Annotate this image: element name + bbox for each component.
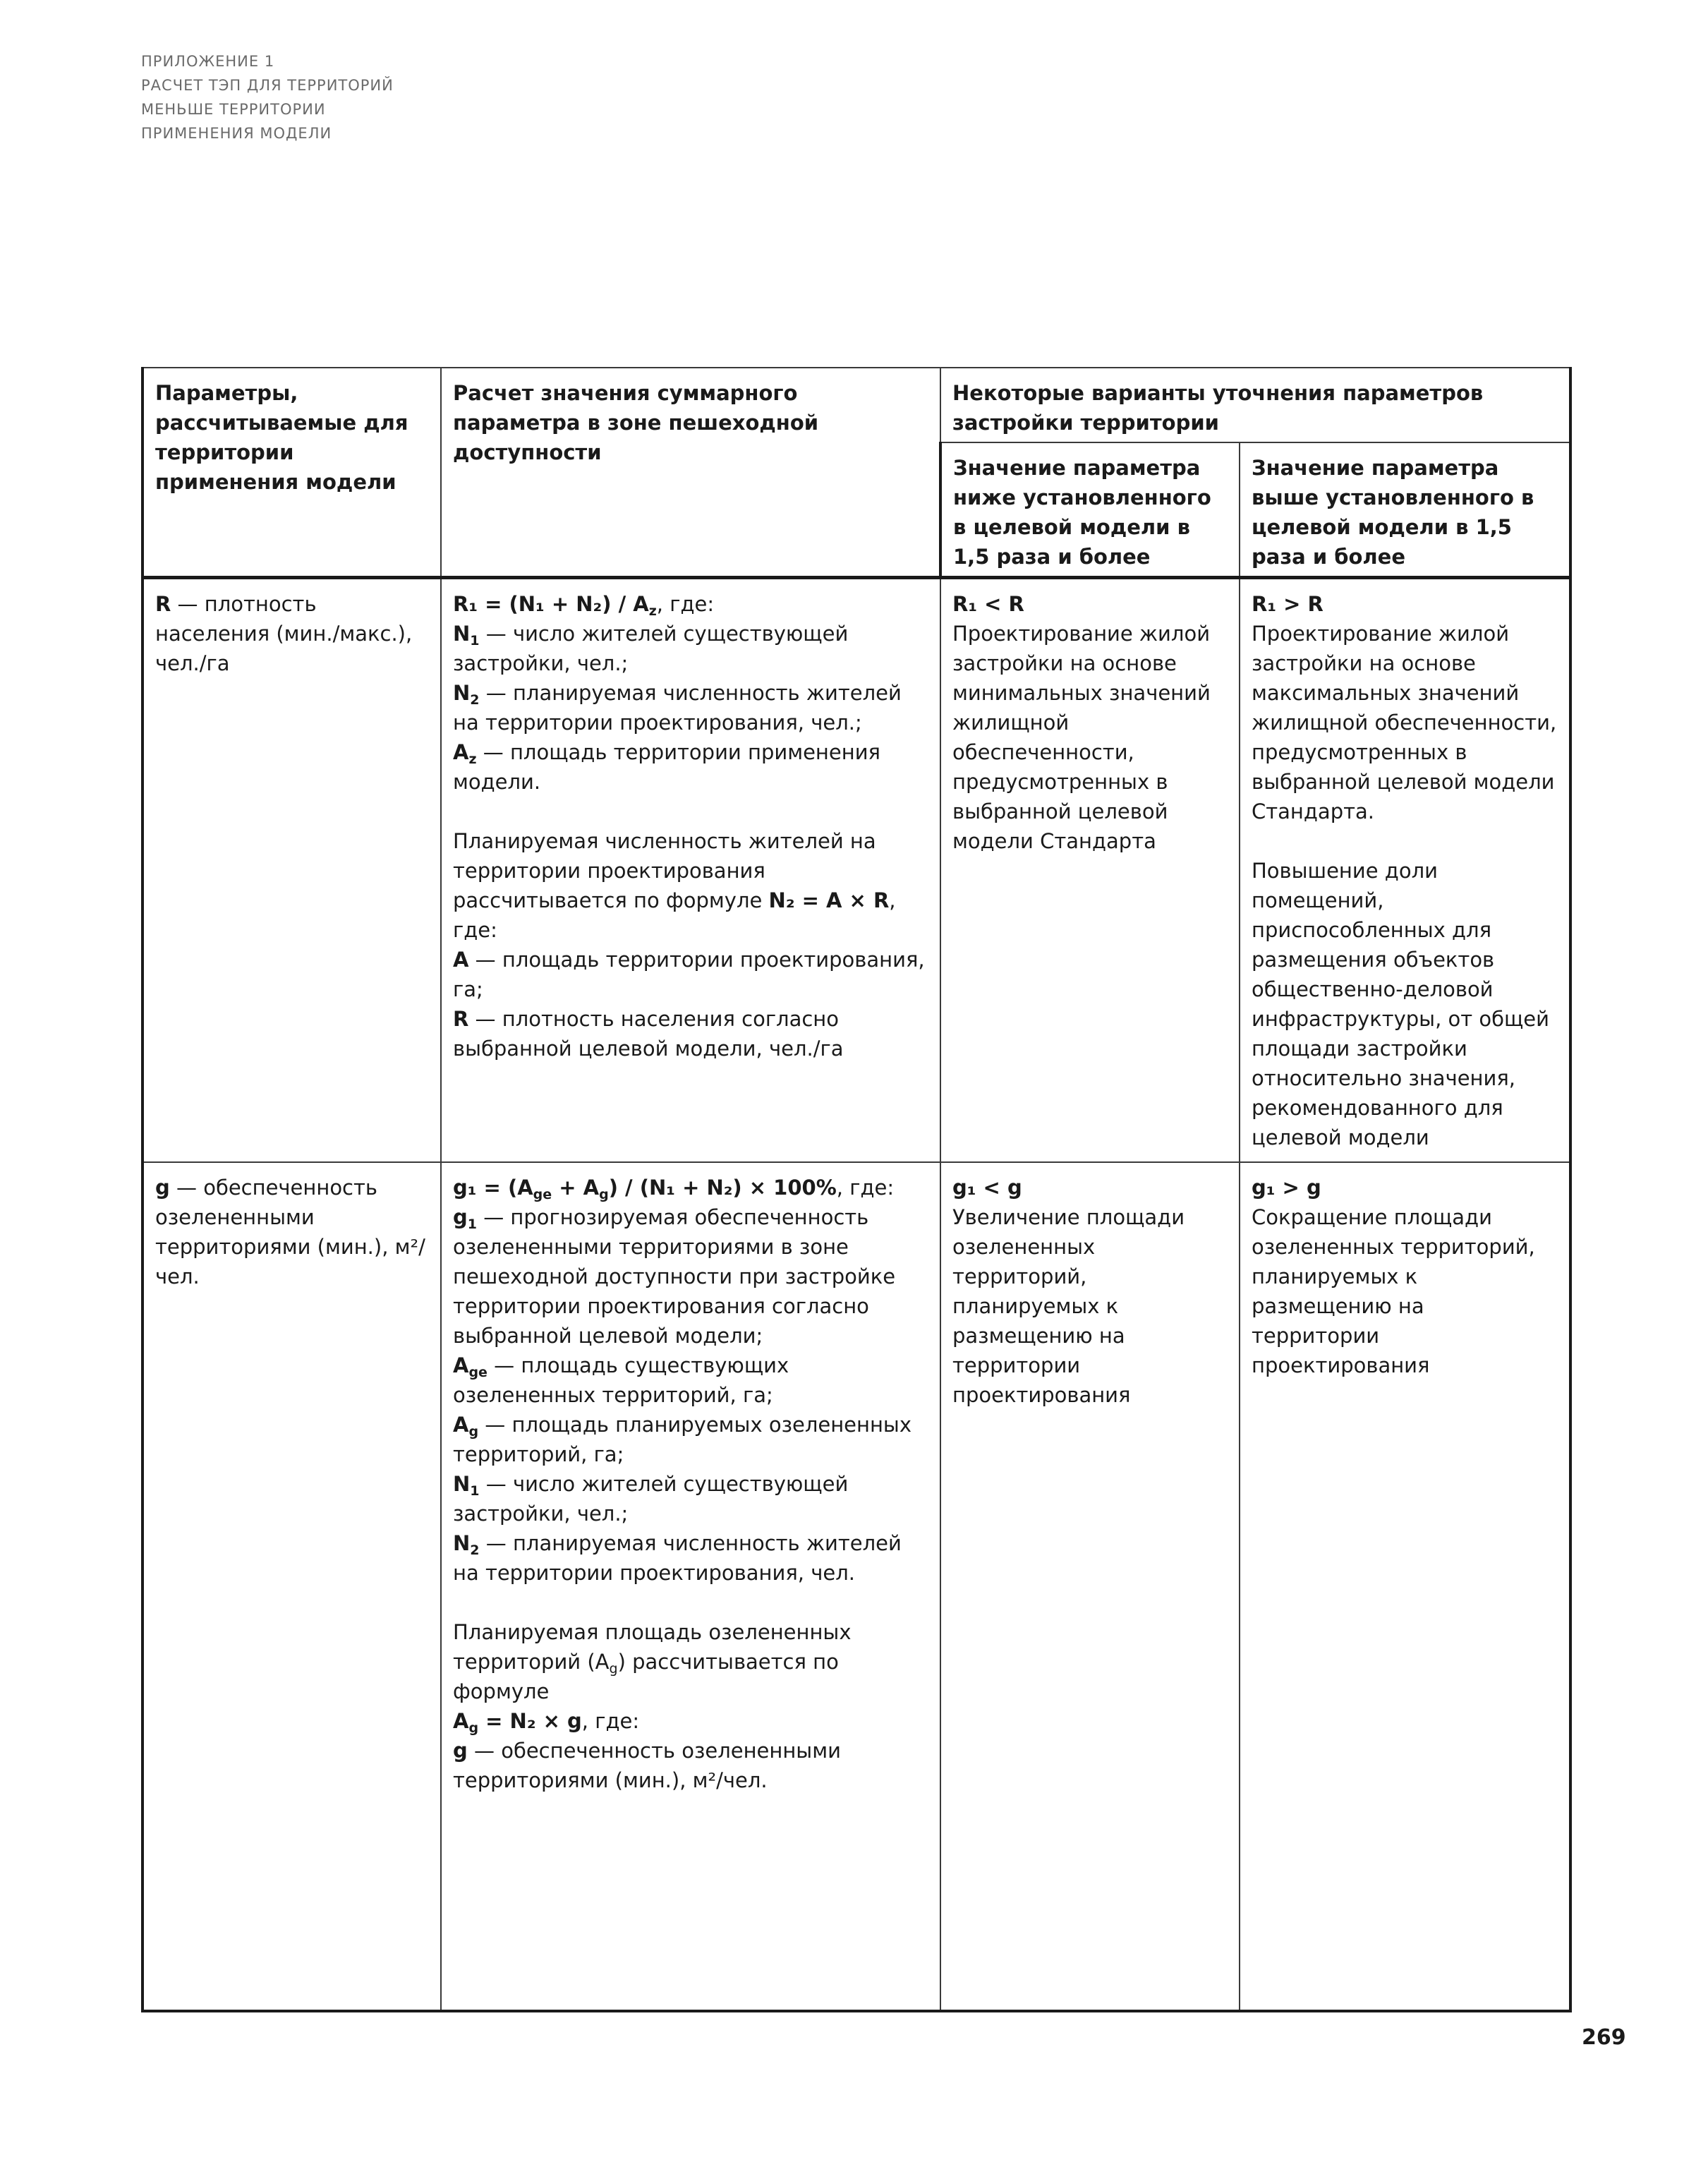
col-header-variants: Некоторые варианты уточнения параметров застройки территории (940, 368, 1570, 442)
def-sub: z (468, 751, 477, 767)
below-cell (940, 1162, 1240, 2011)
para-formula: = N₂ × g (478, 1709, 582, 1733)
table-row (143, 1162, 1570, 2011)
def-text: — площадь планируемых озелененных территорий, га; (453, 1413, 911, 1466)
formula: + A (552, 1176, 600, 1200)
calc-cell (441, 578, 940, 1163)
definition (453, 1736, 928, 1795)
running-head-line: ПРИЛОЖЕНИЕ 1 (141, 53, 275, 70)
col-header-calc: Расчет значения суммарного параметра в зоне пешеходной доступности (441, 368, 940, 578)
def-sub: 1 (467, 1217, 477, 1232)
def-symbol: A (453, 948, 469, 972)
para-formula-sub: g (468, 1720, 479, 1736)
param-text: — плотность населения (мин./макс.), чел./га (155, 592, 413, 675)
param-cell (143, 1162, 441, 2011)
page-number: 269 (1582, 2025, 1626, 2050)
def-text: — площадь существующих озелененных территорий, га; (453, 1353, 789, 1407)
recommendation: Повышение доли помещений, приспособленных для размещения объектов общественно-деловой инфраструктуры, от общей площади застройки относительно значения, рекомендованного для целевой модели (1252, 859, 1549, 1149)
def-symbol: N (453, 1531, 471, 1555)
recommendation: Увеличение площади озелененных территорий, планируемых к размещению на территории проектирования (952, 1205, 1185, 1407)
def-text: — прогнозируемая обеспеченность озелененными территориями в зоне пешеходной доступности при застройке территории проектирования согласно выбранной целевой модели; (453, 1205, 896, 1348)
param-symbol: g (155, 1176, 170, 1200)
formula-line (453, 1173, 928, 1202)
param-symbol: R (155, 592, 171, 616)
running-head-line: РАСЧЕТ ТЭП ДЛЯ ТЕРРИТОРИЙ (141, 77, 394, 94)
def-text: — планируемая численность жителей на территории проектирования, чел. (453, 1531, 902, 1585)
para-formula: A (453, 1709, 469, 1733)
definition (453, 1351, 928, 1410)
para-formula: N₂ = A × R (768, 888, 890, 912)
def-symbol: N (453, 681, 471, 705)
definition (453, 678, 928, 737)
def-symbol: R (453, 1007, 469, 1031)
def-text: — число жителей существующей застройки, чел.; (453, 1472, 849, 1526)
below-cell (940, 578, 1240, 1163)
definition (453, 1004, 928, 1063)
def-sub: ge (468, 1365, 487, 1380)
running-head-line: МЕНЬШЕ ТЕРРИТОРИИ (141, 101, 326, 118)
definition (453, 1410, 928, 1469)
def-text: — планируемая численность жителей на территории проектирования, чел.; (453, 681, 902, 735)
above-cell (1240, 578, 1570, 1163)
formula: R₁ = (N₁ + N₂) / A (453, 592, 649, 616)
para-suffix: , где: (453, 888, 896, 942)
paragraph (453, 1617, 928, 1706)
para-suffix: , где: (581, 1709, 640, 1733)
def-symbol: A (453, 1353, 469, 1377)
definition (453, 1469, 928, 1528)
def-symbol: N (453, 622, 471, 646)
definition (453, 619, 928, 678)
formula-sub: g (599, 1187, 609, 1202)
formula-sub: z (648, 603, 657, 619)
definition (453, 945, 928, 1004)
table-row (143, 578, 1570, 1163)
def-text: — плотность населения согласно выбранной целевой модели, чел./га (453, 1007, 844, 1061)
def-symbol: N (453, 1472, 471, 1496)
paragraph (453, 826, 928, 945)
def-symbol: g (453, 1205, 468, 1229)
def-sub: 1 (470, 1483, 480, 1499)
para-text: ) рассчитывается по формуле (453, 1650, 839, 1703)
running-head (141, 49, 394, 145)
recommendation: Сокращение площади озелененных территорий, планируемых к размещению на территории проектирования (1252, 1205, 1535, 1377)
running-head-line: ПРИМЕНЕНИЯ МОДЕЛИ (141, 125, 332, 142)
formula-line (453, 589, 928, 619)
definition (453, 1528, 928, 1588)
col-header-below: Значение параметра ниже установленного в целевой модели в 1,5 раза и более (940, 442, 1240, 578)
def-text: — число жителей существующей застройки, чел.; (453, 622, 849, 675)
param-text: — обеспеченность озелененными территориями (мин.), м²/чел. (155, 1176, 425, 1288)
def-text: — площадь территории проектирования, га; (453, 948, 925, 1001)
def-sub: 1 (470, 633, 480, 648)
paragraph (453, 1706, 928, 1736)
formula-tail: , где: (656, 592, 715, 616)
formula: ) / (N₁ + N₂) × 100% (608, 1176, 837, 1200)
calc-cell (441, 1162, 940, 2011)
col-header-params: Параметры, рассчитываемые для территории применения модели (143, 368, 441, 578)
condition: g₁ > g (1252, 1176, 1321, 1200)
condition: R₁ > R (1252, 592, 1324, 616)
para-text: Планируемая численность жителей на территории проектирования рассчитывается по формуле (453, 829, 876, 912)
def-text: — обеспеченность озелененными территориями (мин.), м²/чел. (453, 1739, 841, 1792)
col-header-above: Значение параметра выше установленного в целевой модели в 1,5 раза и более (1240, 442, 1570, 578)
parameters-table (141, 367, 1572, 2012)
formula-tail: , где: (836, 1176, 895, 1200)
def-sub: g (468, 1424, 479, 1439)
def-symbol: A (453, 740, 469, 764)
def-text: — площадь территории применения модели. (453, 740, 880, 794)
para-text: Планируемая площадь озелененных территорий (A (453, 1620, 852, 1674)
definition (453, 1202, 928, 1351)
recommendation: Проектирование жилой застройки на основе минимальных значений жилищной обеспеченности, предусмотренных в выбранной целевой модели Стандарта (952, 622, 1211, 853)
condition: g₁ < g (952, 1176, 1022, 1200)
definition (453, 737, 928, 797)
def-symbol: g (453, 1739, 468, 1763)
recommendation: Проектирование жилой застройки на основе максимальных значений жилищной обеспеченности, предусмотренных в выбранной целевой модели Стандарта. (1252, 622, 1557, 823)
formula: g₁ = (A (453, 1176, 533, 1200)
above-cell (1240, 1162, 1570, 2011)
condition: R₁ < R (952, 592, 1024, 616)
param-cell (143, 578, 441, 1163)
def-sub: 2 (470, 692, 480, 708)
def-symbol: A (453, 1413, 469, 1437)
def-sub: 2 (470, 1543, 480, 1558)
formula-sub: ge (533, 1187, 552, 1202)
para-sub: g (609, 1661, 618, 1677)
